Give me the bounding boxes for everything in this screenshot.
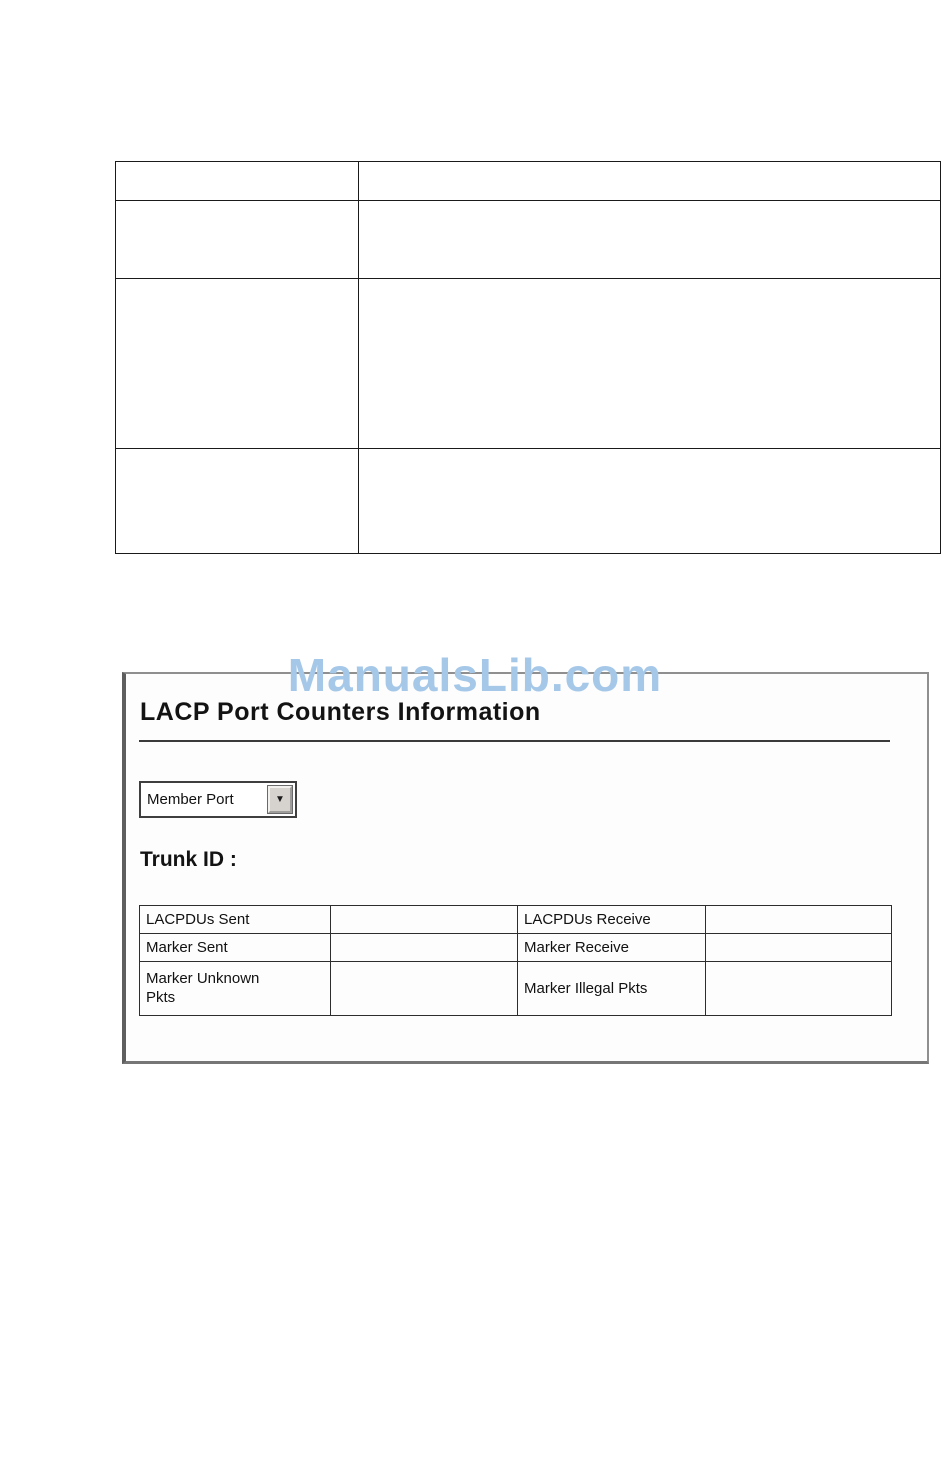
table-row xyxy=(116,449,941,554)
member-port-label: Member Port xyxy=(147,791,234,808)
lacp-port-counters-panel xyxy=(122,672,929,1064)
chevron-down-icon[interactable]: ▼ xyxy=(268,786,292,813)
table-row xyxy=(116,201,941,279)
title-divider xyxy=(139,740,890,742)
description-table xyxy=(115,161,941,554)
counter-value-cell xyxy=(331,962,518,1016)
counter-label: Marker Sent xyxy=(146,939,228,956)
counter-label-cell xyxy=(518,934,706,962)
table-row xyxy=(116,162,941,201)
counter-label: LACPDUs Receive xyxy=(524,911,651,928)
description-table-cell xyxy=(359,449,941,554)
counter-value-cell xyxy=(706,962,892,1016)
counter-label-cell xyxy=(140,934,331,962)
description-table-cell xyxy=(359,279,941,449)
counter-label: Marker Receive xyxy=(524,939,630,956)
counter-label-cell xyxy=(518,962,706,1016)
table-row xyxy=(140,934,892,962)
counter-value-cell xyxy=(706,934,892,962)
counter-label-cell xyxy=(140,962,331,1016)
description-table-cell xyxy=(116,279,359,449)
counter-label: LACPDUs Sent xyxy=(146,911,250,928)
table-row xyxy=(116,279,941,449)
lacp-counters-table xyxy=(139,905,892,1016)
manualslib-watermark: ManualsLib.com xyxy=(287,649,663,701)
page-title: LACP Port Counters Information xyxy=(140,698,541,726)
counter-label: Marker Unknown Pkts xyxy=(146,969,260,1006)
description-table-cell xyxy=(116,162,359,201)
table-row xyxy=(140,906,892,934)
description-table-cell xyxy=(116,201,359,279)
counter-label-cell xyxy=(140,906,331,934)
table-row xyxy=(140,962,892,1016)
description-table-cell xyxy=(359,201,941,279)
counter-value-cell xyxy=(331,934,518,962)
member-port-select[interactable] xyxy=(139,781,297,818)
trunk-id-label: Trunk ID : xyxy=(140,848,237,871)
counter-value-cell xyxy=(331,906,518,934)
description-table-cell xyxy=(116,449,359,554)
description-table-cell xyxy=(359,162,941,201)
counter-value-cell xyxy=(706,906,892,934)
counter-label: Marker Illegal Pkts xyxy=(524,980,648,997)
counter-label-cell xyxy=(518,906,706,934)
